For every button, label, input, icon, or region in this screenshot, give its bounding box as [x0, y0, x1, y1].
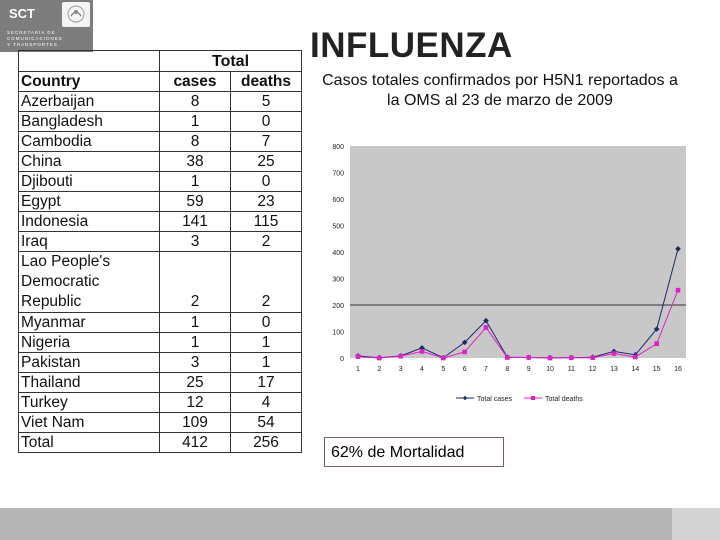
cell-country: Turkey [19, 393, 160, 413]
line-chart-svg [316, 140, 696, 410]
y-tick-label: 0 [340, 356, 344, 363]
data-point-deaths [420, 349, 425, 354]
table-row [19, 433, 302, 453]
cell-country: Azerbaijan [19, 92, 160, 112]
cell-deaths: 17 [231, 373, 302, 393]
table-row [19, 413, 302, 433]
plot-area [350, 146, 686, 358]
table-row [19, 393, 302, 413]
legend-label: Total cases [477, 396, 513, 403]
cell-country: Djibouti [19, 172, 160, 192]
y-tick-label: 600 [332, 197, 344, 204]
y-tick-label: 100 [332, 329, 344, 337]
x-tick-label: 8 [505, 366, 510, 373]
table-row [19, 232, 302, 252]
cell-deaths: 4 [231, 393, 302, 413]
cell-country: Bangladesh [19, 112, 160, 132]
cases-table [18, 50, 302, 453]
cell-country: Viet Nam [19, 413, 160, 433]
cell-cases: 1 [160, 112, 231, 132]
data-point-deaths [590, 355, 595, 360]
data-point-deaths [398, 354, 403, 359]
table-row [19, 353, 302, 373]
x-tick-label: 3 [398, 366, 403, 373]
cell-cases: 59 [160, 192, 231, 212]
cell-cases: 141 [160, 212, 231, 232]
cell-deaths: 115 [231, 212, 302, 232]
cell-cases: 2 [160, 252, 231, 313]
cell-cases: 38 [160, 152, 231, 172]
cell-country: Iraq [19, 232, 160, 252]
line-chart [316, 140, 696, 410]
cell-cases: 12 [160, 393, 231, 413]
cell-cases: 25 [160, 373, 231, 393]
x-tick-label: 15 [652, 366, 661, 373]
cell-country: Thailand [19, 373, 160, 393]
data-point-deaths [441, 356, 446, 361]
cell-deaths: 54 [231, 413, 302, 433]
table-row [19, 132, 302, 152]
logo-text: SCT [9, 6, 35, 21]
x-tick-label: 10 [546, 366, 554, 373]
legend-marker-deaths [531, 396, 535, 400]
sct-logo [0, 0, 93, 52]
table-row [19, 212, 302, 232]
chart-subtitle: Casos totales confirmados por H5N1 reportados a la OMS al 23 de marzo de 2009 [322, 72, 678, 109]
data-point-deaths [676, 288, 681, 293]
cell-cases: 1 [160, 333, 231, 353]
cell-cases: 412 [160, 433, 231, 453]
footer-bar [0, 508, 720, 540]
cell-cases: 1 [160, 172, 231, 192]
data-point-deaths [484, 325, 489, 330]
cell-cases: 8 [160, 92, 231, 112]
y-tick-label: 500 [332, 223, 344, 231]
x-tick-label: 14 [631, 366, 640, 373]
x-tick-label: 11 [567, 366, 575, 373]
data-point-deaths [526, 355, 531, 360]
cell-country: Lao People's Democratic Republic [19, 252, 160, 313]
header-total: Total [160, 51, 302, 72]
cell-cases: 109 [160, 413, 231, 433]
cell-country: China [19, 152, 160, 172]
x-tick-label: 1 [356, 366, 360, 373]
cell-deaths: 2 [231, 252, 302, 313]
legend-label: Total deaths [545, 396, 583, 403]
cell-deaths: 1 [231, 353, 302, 373]
x-tick-label: 13 [610, 366, 618, 373]
cell-deaths: 0 [231, 112, 302, 132]
data-point-deaths [612, 351, 617, 356]
cell-country: Total [19, 433, 160, 453]
cell-cases: 3 [160, 353, 231, 373]
national-seal-icon [62, 2, 90, 27]
cell-country: Pakistan [19, 353, 160, 373]
table-row [19, 92, 302, 112]
data-point-deaths [356, 354, 361, 359]
y-tick-label: 800 [332, 144, 344, 151]
table-row [19, 192, 302, 212]
x-tick-label: 7 [484, 366, 488, 373]
logo-subtitle: SECRETARÍA DE COMUNICACIONES Y TRANSPORTES [7, 30, 63, 47]
cell-deaths: 5 [231, 92, 302, 112]
header-blank [19, 51, 160, 72]
x-tick-label: 4 [420, 366, 424, 373]
x-tick-label: 6 [462, 366, 467, 373]
cell-deaths: 0 [231, 313, 302, 333]
legend-marker-cases [463, 396, 468, 401]
table-row [19, 172, 302, 192]
y-tick-label: 300 [332, 276, 344, 284]
cell-deaths: 23 [231, 192, 302, 212]
cell-country: Myanmar [19, 313, 160, 333]
page-title: INFLUENZA [310, 26, 513, 65]
header-cases: cases [160, 72, 231, 92]
cell-cases: 1 [160, 313, 231, 333]
x-tick-label: 9 [526, 366, 531, 373]
table-row [19, 333, 302, 353]
table-header-row-2 [19, 72, 302, 92]
table-row [19, 112, 302, 132]
mortality-label: 62% de Mortalidad [324, 437, 504, 467]
data-point-deaths [654, 341, 659, 346]
table-row [19, 313, 302, 333]
table-row [19, 373, 302, 393]
cell-deaths: 0 [231, 172, 302, 192]
cell-country: Egypt [19, 192, 160, 212]
y-tick-label: 200 [332, 303, 344, 310]
x-tick-label: 5 [441, 366, 446, 373]
cell-deaths: 2 [231, 232, 302, 252]
y-tick-label: 700 [332, 170, 344, 178]
cell-country: Nigeria [19, 333, 160, 353]
data-point-deaths [569, 355, 574, 360]
data-point-deaths [462, 350, 467, 355]
table-row [19, 252, 302, 313]
header-country: Country [19, 72, 160, 92]
data-point-deaths [505, 355, 510, 360]
cell-cases: 3 [160, 232, 231, 252]
data-point-deaths [633, 355, 638, 360]
cell-deaths: 256 [231, 433, 302, 453]
cell-deaths: 1 [231, 333, 302, 353]
table-row [19, 152, 302, 172]
cell-country: Cambodia [19, 132, 160, 152]
cell-deaths: 25 [231, 152, 302, 172]
header-deaths: deaths [231, 72, 302, 92]
table-header-row-1 [19, 51, 302, 72]
cell-country: Indonesia [19, 212, 160, 232]
table-body [19, 92, 302, 453]
x-tick-label: 2 [377, 366, 382, 373]
x-tick-label: 16 [674, 366, 682, 373]
cell-cases: 8 [160, 132, 231, 152]
data-point-deaths [377, 356, 382, 361]
data-point-deaths [548, 356, 553, 361]
footer-accent [672, 508, 720, 540]
x-tick-label: 12 [588, 366, 597, 373]
y-tick-label: 400 [332, 250, 344, 257]
cell-deaths: 7 [231, 132, 302, 152]
